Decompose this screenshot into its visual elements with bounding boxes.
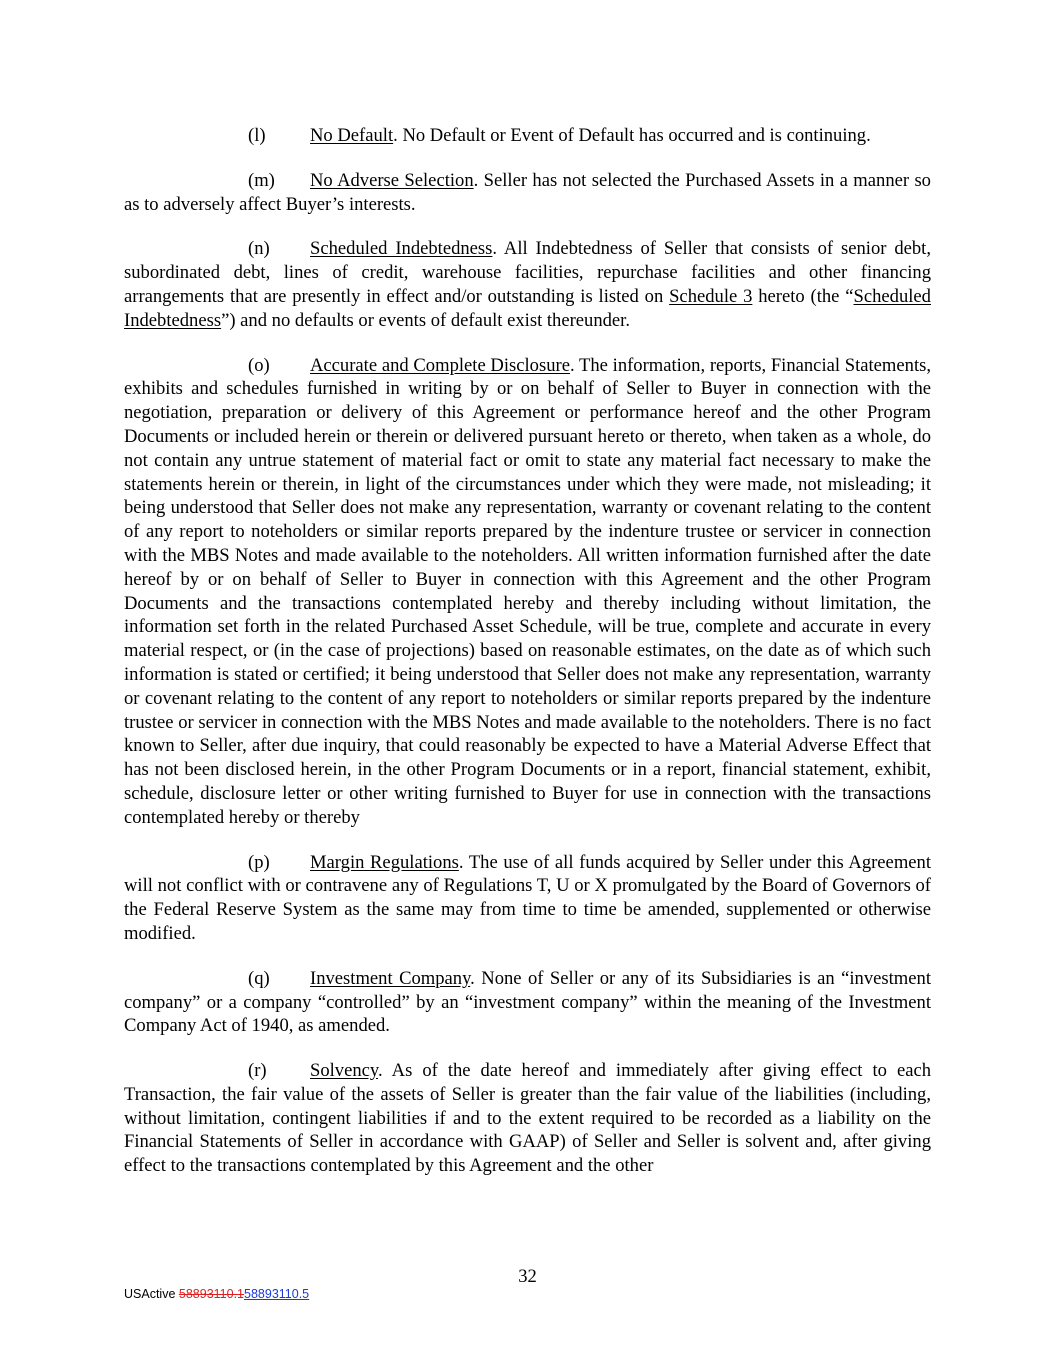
section-body: . None of Seller or any of its Subsidiaries is an “investment company” or a company “controlled” by an “investment company” within the meaning of the Investment Company Act of 1940, as amended. bbox=[124, 967, 931, 1037]
section-number: (o) bbox=[248, 354, 270, 376]
page-number: 32 bbox=[518, 1266, 537, 1287]
section-n bbox=[124, 237, 931, 332]
footer-prefix: USActive bbox=[124, 1287, 179, 1301]
section-body: hereto (the “ bbox=[752, 285, 854, 307]
deleted-doc-id: 58893110.1 bbox=[178, 1287, 245, 1301]
section-heading: Accurate and Complete Disclosure bbox=[310, 354, 570, 376]
section-heading: Solvency bbox=[310, 1060, 378, 1082]
section-body: ”) and no defaults or events of default exist thereunder. bbox=[221, 309, 630, 331]
section-body: . The use of all funds acquired by Seller under this Agreement will not conflict with or contravene any of Regulations T, U or X promulgated by the Board of Governors of the Federal Reserve System as the same may from time to time be amended, supplemented or otherwise modified. bbox=[124, 851, 931, 944]
section-number: (m) bbox=[248, 169, 275, 191]
section-body: . As of the date hereof and immediately after giving effect to each Transaction, the fair value of the assets of Seller is greater than the fair value of the liabilities (including, without limitation, contingent liabilities if and to the extent required to be recorded as a liability on the Financial Statements of Seller in accordance with GAAP) of Seller and Seller is solvent and, after giving effect to the transactions contemplated by this Agreement and the other bbox=[124, 1060, 931, 1177]
section-heading: No Default bbox=[310, 125, 394, 146]
document-footer bbox=[124, 1287, 309, 1301]
section-o bbox=[124, 354, 931, 830]
section-heading: No Adverse Selection bbox=[310, 169, 474, 191]
section-number: (q) bbox=[248, 967, 270, 989]
section-m bbox=[124, 169, 931, 217]
section-q bbox=[124, 967, 931, 1038]
section-number: (r) bbox=[248, 1060, 267, 1082]
section-body: . Seller has not selected the Purchased Assets in a manner so as to adversely affect Buyer’s interests. bbox=[124, 169, 931, 215]
section-l bbox=[124, 124, 931, 148]
section-body: . All Indebtedness of Seller that consists of senior debt, subordinated debt, lines of credit, warehouse facilities, repurchase facilities and other financing arrangements that are presently in effect and/or outstanding is listed on bbox=[124, 238, 931, 307]
section-body: . No Default or Event of Default has occurred and is continuing. bbox=[393, 125, 871, 146]
inserted-doc-id: 58893110.5 bbox=[244, 1287, 310, 1301]
section-r bbox=[124, 1059, 931, 1178]
defined-term: Scheduled Indebtedness bbox=[124, 285, 931, 331]
schedule-reference: Schedule 3 bbox=[669, 285, 753, 307]
document-page bbox=[124, 124, 931, 1199]
section-p bbox=[124, 851, 931, 946]
section-heading: Margin Regulations bbox=[310, 851, 459, 873]
section-heading: Investment Company bbox=[310, 967, 471, 989]
section-number: (n) bbox=[248, 238, 270, 260]
section-number: (l) bbox=[248, 125, 266, 146]
section-number: (p) bbox=[248, 851, 270, 873]
section-body: . The information, reports, Financial Statements, exhibits and schedules furnished in writing by or on behalf of Seller to Buyer in connection with the negotiation, preparation or delivery of this Agreement or performance hereof and the other Program Documents or included herein or therein or delivered pursuant hereto or thereto, when taken as a whole, do not contain any untrue statement of material fact or omit to state any material fact necessary to make the statements herein or therein, in light of the circumstances under which they were made, not misleading; it being understood that Seller does not make any representation, warranty or covenant relating to the content of any report to noteholders or similar reports prepared by the indenture trustee or servicer in connection with the MBS Notes and made available to the noteholders. All written information furnished after the date hereof by or on behalf of Seller to Buyer in connection with this Agreement and the other Program Documents and the transactions contemplated hereby and thereby including without limitation, the information set forth in the related Purchased Asset Schedule, will be true, complete and accurate in every material respect, or (in the case of projections) based on reasonable estimates, on the date as of which such information is stated or certified; it being understood that Seller does not make any representation, warranty or covenant relating to the content of any report to noteholders or similar reports prepared by the indenture trustee or servicer in connection with the MBS Notes and made available to the noteholders. There is no fact known to Seller, after due inquiry, that could reasonably be expected to have a Material Adverse Effect that has not been disclosed herein, in the other Program Documents or in a report, financial statement, exhibit, schedule, disclosure letter or other writing furnished to Buyer for use in connection with the transactions contemplated hereby or thereby bbox=[124, 354, 931, 828]
section-heading: Scheduled Indebtedness bbox=[310, 238, 493, 260]
